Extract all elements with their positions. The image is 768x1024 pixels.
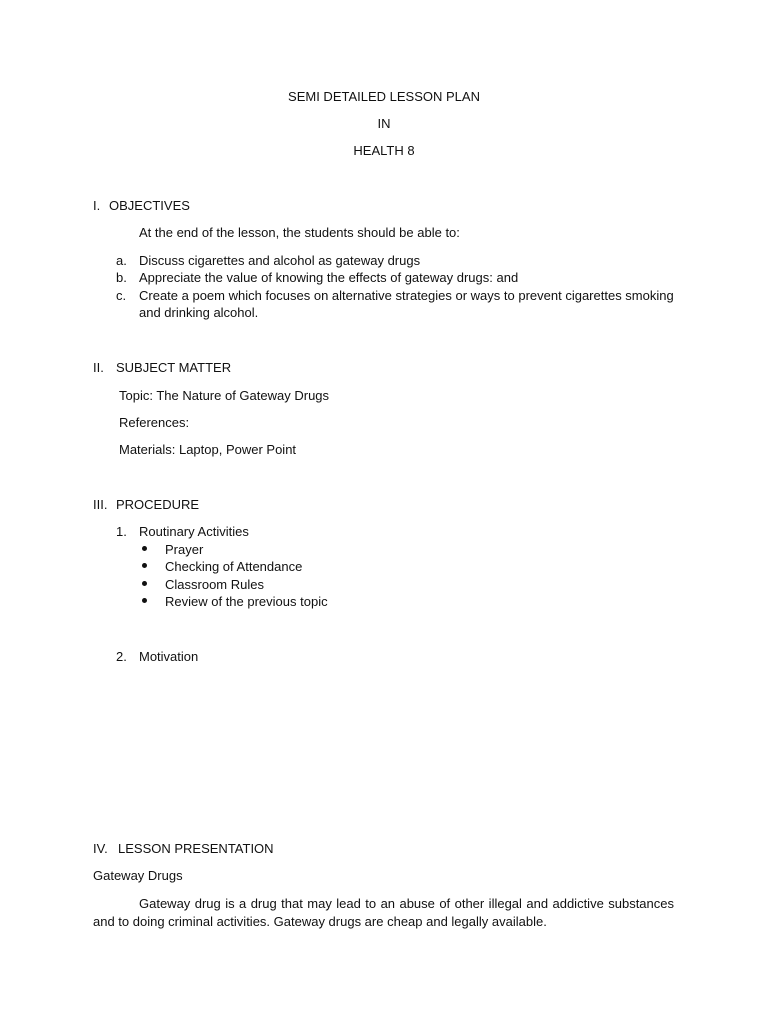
subject-topic: Topic: The Nature of Gateway Drugs — [119, 388, 330, 403]
subject-references: References: — [119, 415, 190, 430]
list-marker: c. — [116, 288, 127, 303]
title-line-3: HEALTH 8 — [353, 143, 415, 158]
step-motivation: Motivation — [139, 649, 199, 664]
section-numeral-3: III. — [93, 497, 108, 512]
subject-materials: Materials: Laptop, Power Point — [119, 442, 297, 457]
list-marker: a. — [116, 253, 127, 268]
objectives-intro: At the end of the lesson, the students should be able to: — [139, 225, 460, 240]
step-marker: 2. — [116, 649, 127, 664]
bullet-item: Review of the previous topic — [165, 594, 328, 609]
bullet-item: Checking of Attendance — [165, 559, 303, 574]
step-marker: 1. — [116, 524, 127, 539]
objective-item: Discuss cigarettes and alcohol as gateway drugs — [139, 253, 421, 268]
bullet-icon — [142, 598, 147, 603]
objective-item: Appreciate the value of knowing the effects of gateway drugs: and — [139, 270, 519, 285]
objective-item: Create a poem which focuses on alternative strategies or ways to prevent cigarettes smoking — [139, 288, 674, 303]
section-numeral-4: IV. — [93, 841, 108, 856]
bullet-item: Prayer — [165, 542, 204, 557]
bullet-icon — [142, 563, 147, 568]
bullet-icon — [142, 581, 147, 586]
section-heading-procedure: PROCEDURE — [116, 497, 200, 512]
bullet-item: Classroom Rules — [165, 577, 264, 592]
section-heading-objectives: OBJECTIVES — [109, 198, 190, 213]
subheading-gateway-drugs: Gateway Drugs — [93, 868, 183, 883]
section-numeral-2: II. — [93, 360, 104, 375]
section-heading-lesson-presentation: LESSON PRESENTATION — [118, 841, 274, 856]
section-numeral-1: I. — [93, 198, 101, 213]
title-line-1: SEMI DETAILED LESSON PLAN — [288, 89, 480, 104]
list-marker: b. — [116, 270, 127, 285]
paragraph-gateway-drugs: Gateway drug is a drug that may lead to an abuse of other illegal and addictive substances and to doing criminal activities. Gateway drugs are cheap and legally available. — [93, 896, 674, 929]
objective-item-continued: and drinking alcohol. — [139, 305, 259, 320]
step-routinary-activities: Routinary Activities — [139, 524, 249, 539]
bullet-icon — [142, 546, 147, 551]
section-heading-subject-matter: SUBJECT MATTER — [116, 360, 232, 375]
title-line-2: IN — [377, 116, 391, 131]
